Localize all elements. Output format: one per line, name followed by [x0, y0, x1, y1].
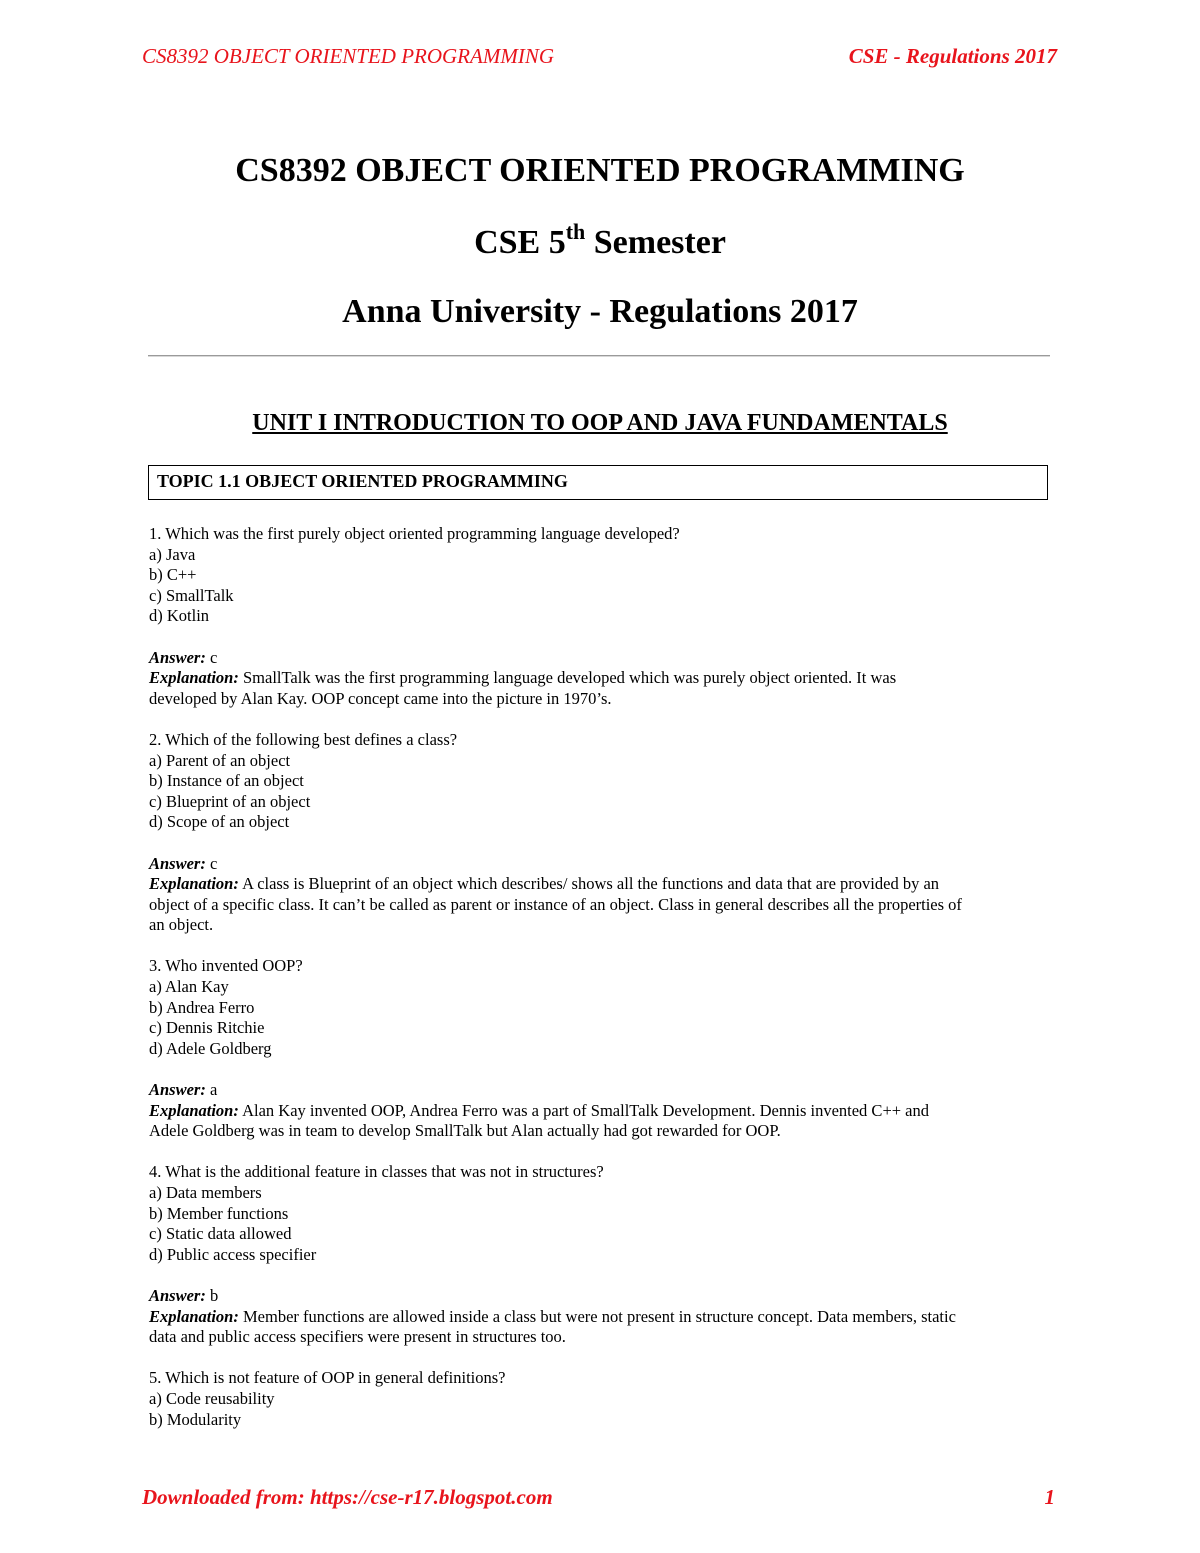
explanation-line [149, 1327, 1054, 1348]
question-text: 1. Which was the first purely object oriented programming language developed? [149, 524, 680, 543]
answer-explanation-block [149, 1286, 1054, 1348]
answer-value: a [205, 1080, 218, 1100]
option-item: d) Scope of an object [149, 812, 290, 832]
explanation-label: Explanation: [149, 1306, 239, 1326]
download-source: Downloaded from: https://cse-r17.blogspot.com [142, 1485, 553, 1509]
option-item: a) Parent of an object [149, 750, 291, 770]
explanation-line [149, 1101, 1054, 1122]
running-header-regulation: CSE - Regulations 2017 [848, 44, 1057, 68]
answer-value: b [205, 1285, 219, 1305]
explanation-text: SmallTalk was the first programming language developed which was purely object oriented. It was [238, 668, 897, 688]
question-list [149, 524, 1054, 1451]
answer-value: c [205, 647, 218, 667]
explanation-text: A class is Blueprint of an object which describes/ shows all the functions and data that are provided by an [238, 874, 940, 894]
option-item: a) Data members [149, 1183, 262, 1202]
explanation-text: data and public access specifiers were present in structures too. [149, 1327, 566, 1347]
question-block [149, 730, 1054, 833]
option-item: d) Public access specifier [149, 1244, 317, 1264]
option-item: a) Alan Kay [149, 977, 229, 997]
answer-explanation-block [149, 1080, 1054, 1142]
answer-label: Answer: [149, 647, 206, 667]
answer-line [149, 648, 1054, 669]
answer-line [149, 1080, 1054, 1101]
explanation-line [149, 668, 1054, 689]
explanation-text: Member functions are allowed inside a class but were not present in structure concept. Data members, static [238, 1306, 956, 1326]
answer-explanation-block [149, 854, 1054, 936]
option-item: c) Static data allowed [149, 1224, 292, 1244]
document-title: CS8392 OBJECT ORIENTED PROGRAMMING [235, 152, 965, 189]
option-item: c) Dennis Ritchie [149, 1018, 265, 1038]
topic-box [148, 465, 1048, 500]
answer-value: c [205, 853, 218, 873]
topic-heading: TOPIC 1.1 OBJECT ORIENTED PROGRAMMING [157, 471, 568, 491]
option-item: b) Andrea Ferro [149, 997, 255, 1017]
semester-ordinal: th [565, 219, 586, 244]
question-text: 3. Who invented OOP? [149, 956, 303, 976]
explanation-text: object of a specific class. It can’t be called as parent or instance of an object. Class in general describes all the properties of [149, 894, 962, 914]
question-block [149, 524, 1054, 627]
university-title: Anna University - Regulations 2017 [342, 293, 858, 330]
question-block [149, 1162, 1054, 1265]
option-item: b) C++ [149, 565, 197, 585]
explanation-line [149, 874, 1054, 895]
answer-line [149, 1286, 1054, 1307]
option-item: b) Instance of an object [149, 771, 304, 791]
unit-heading: UNIT I INTRODUCTION TO OOP AND JAVA FUNDAMENTALS [252, 410, 948, 436]
semester-title [0, 219, 1200, 262]
answer-explanation-block [149, 648, 1054, 710]
question-block [149, 956, 1054, 1059]
explanation-text: an object. [149, 915, 214, 935]
option-item: b) Modularity [149, 1409, 242, 1429]
explanation-label: Explanation: [149, 874, 239, 894]
explanation-text: developed by Alan Kay. OOP concept came into the picture in 1970’s. [149, 688, 612, 708]
explanation-text: Adele Goldberg was in team to develop SmallTalk but Alan actually had got rewarded for OOP. [149, 1121, 781, 1141]
explanation-line [149, 895, 1054, 916]
option-item: b) Member functions [149, 1203, 289, 1223]
answer-label: Answer: [149, 1285, 206, 1305]
explanation-line [149, 1121, 1054, 1142]
option-item: c) Blueprint of an object [149, 791, 311, 811]
explanation-line [149, 1307, 1054, 1328]
explanation-line [149, 915, 1054, 936]
running-header-course: CS8392 OBJECT ORIENTED PROGRAMMING [142, 44, 554, 68]
option-item: a) Java [149, 544, 196, 564]
page-number: 1 [1044, 1485, 1055, 1509]
option-item: d) Kotlin [149, 606, 210, 626]
answer-label: Answer: [149, 1080, 206, 1100]
answer-label: Answer: [149, 853, 206, 873]
question-text: 2. Which of the following best defines a class? [149, 729, 458, 749]
option-item: d) Adele Goldberg [149, 1038, 272, 1058]
question-text: 5. Which is not feature of OOP in general definitions? [149, 1368, 506, 1388]
semester-suffix: Semester [585, 224, 726, 261]
explanation-text: Alan Kay invented OOP, Andrea Ferro was a part of SmallTalk Development. Dennis invented C++ and [238, 1100, 929, 1120]
answer-line [149, 854, 1054, 875]
option-item: c) SmallTalk [149, 585, 234, 605]
option-item: a) Code reusability [149, 1388, 275, 1408]
question-block [149, 1368, 1054, 1430]
horizontal-divider [148, 355, 1050, 357]
question-text: 4. What is the additional feature in classes that was not in structures? [149, 1162, 604, 1182]
explanation-label: Explanation: [149, 668, 239, 688]
explanation-line [149, 689, 1054, 710]
semester-prefix: CSE 5 [474, 224, 566, 261]
explanation-label: Explanation: [149, 1100, 239, 1120]
